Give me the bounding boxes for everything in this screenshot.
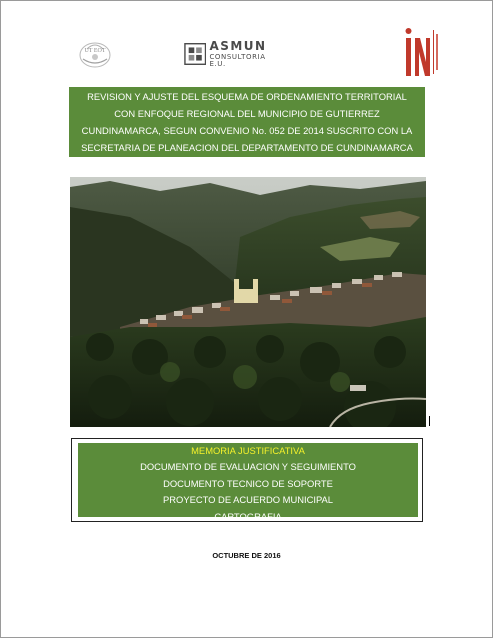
title-line: REVISION Y AJUSTE DEL ESQUEMA DE ORDENAMIENTO TERRITORIAL [87,91,407,102]
asmun-logo [184,39,280,69]
town-valley-photo [70,177,426,427]
title-line: SECRETARIA DE PLANEACION DEL DEPARTAMENTO DE CUNDINAMARCA [81,142,413,153]
document-line-highlighted: MEMORIA JUSTIFICATIVA [191,445,305,456]
asmun-subtitle: CONSULTORIA E.U. [209,53,266,68]
publication-date: OCTUBRE DE 2016 [212,551,281,560]
title-line: CON ENFOQUE REGIONAL DEL MUNICIPIO DE GUTIERREZ [114,108,380,119]
in-brand-logo [403,24,441,80]
svg-text:UT EOT: UT EOT [84,48,106,54]
asmun-name: ASMUN [209,39,267,53]
document-line: DOCUMENTO TECNICO DE SOPORTE [163,477,333,489]
ut-eot-logo [75,33,115,73]
document-list-box [78,443,418,522]
document-list-frame [71,438,423,522]
document-line: PROYECTO DE ACUERDO MUNICIPAL [163,494,333,506]
document-line: DOCUMENTO DE EVALUACION Y SEGUIMIENTO [140,461,356,473]
project-title-box [69,87,425,157]
document-line: CARTOGRAFIA [214,510,282,522]
margin-tick [429,416,430,426]
asmun-mark-icon [184,42,206,66]
title-line: CUNDINAMARCA, SEGUN CONVENIO No. 052 DE 2014 SUSCRITO CON LA [81,125,413,136]
